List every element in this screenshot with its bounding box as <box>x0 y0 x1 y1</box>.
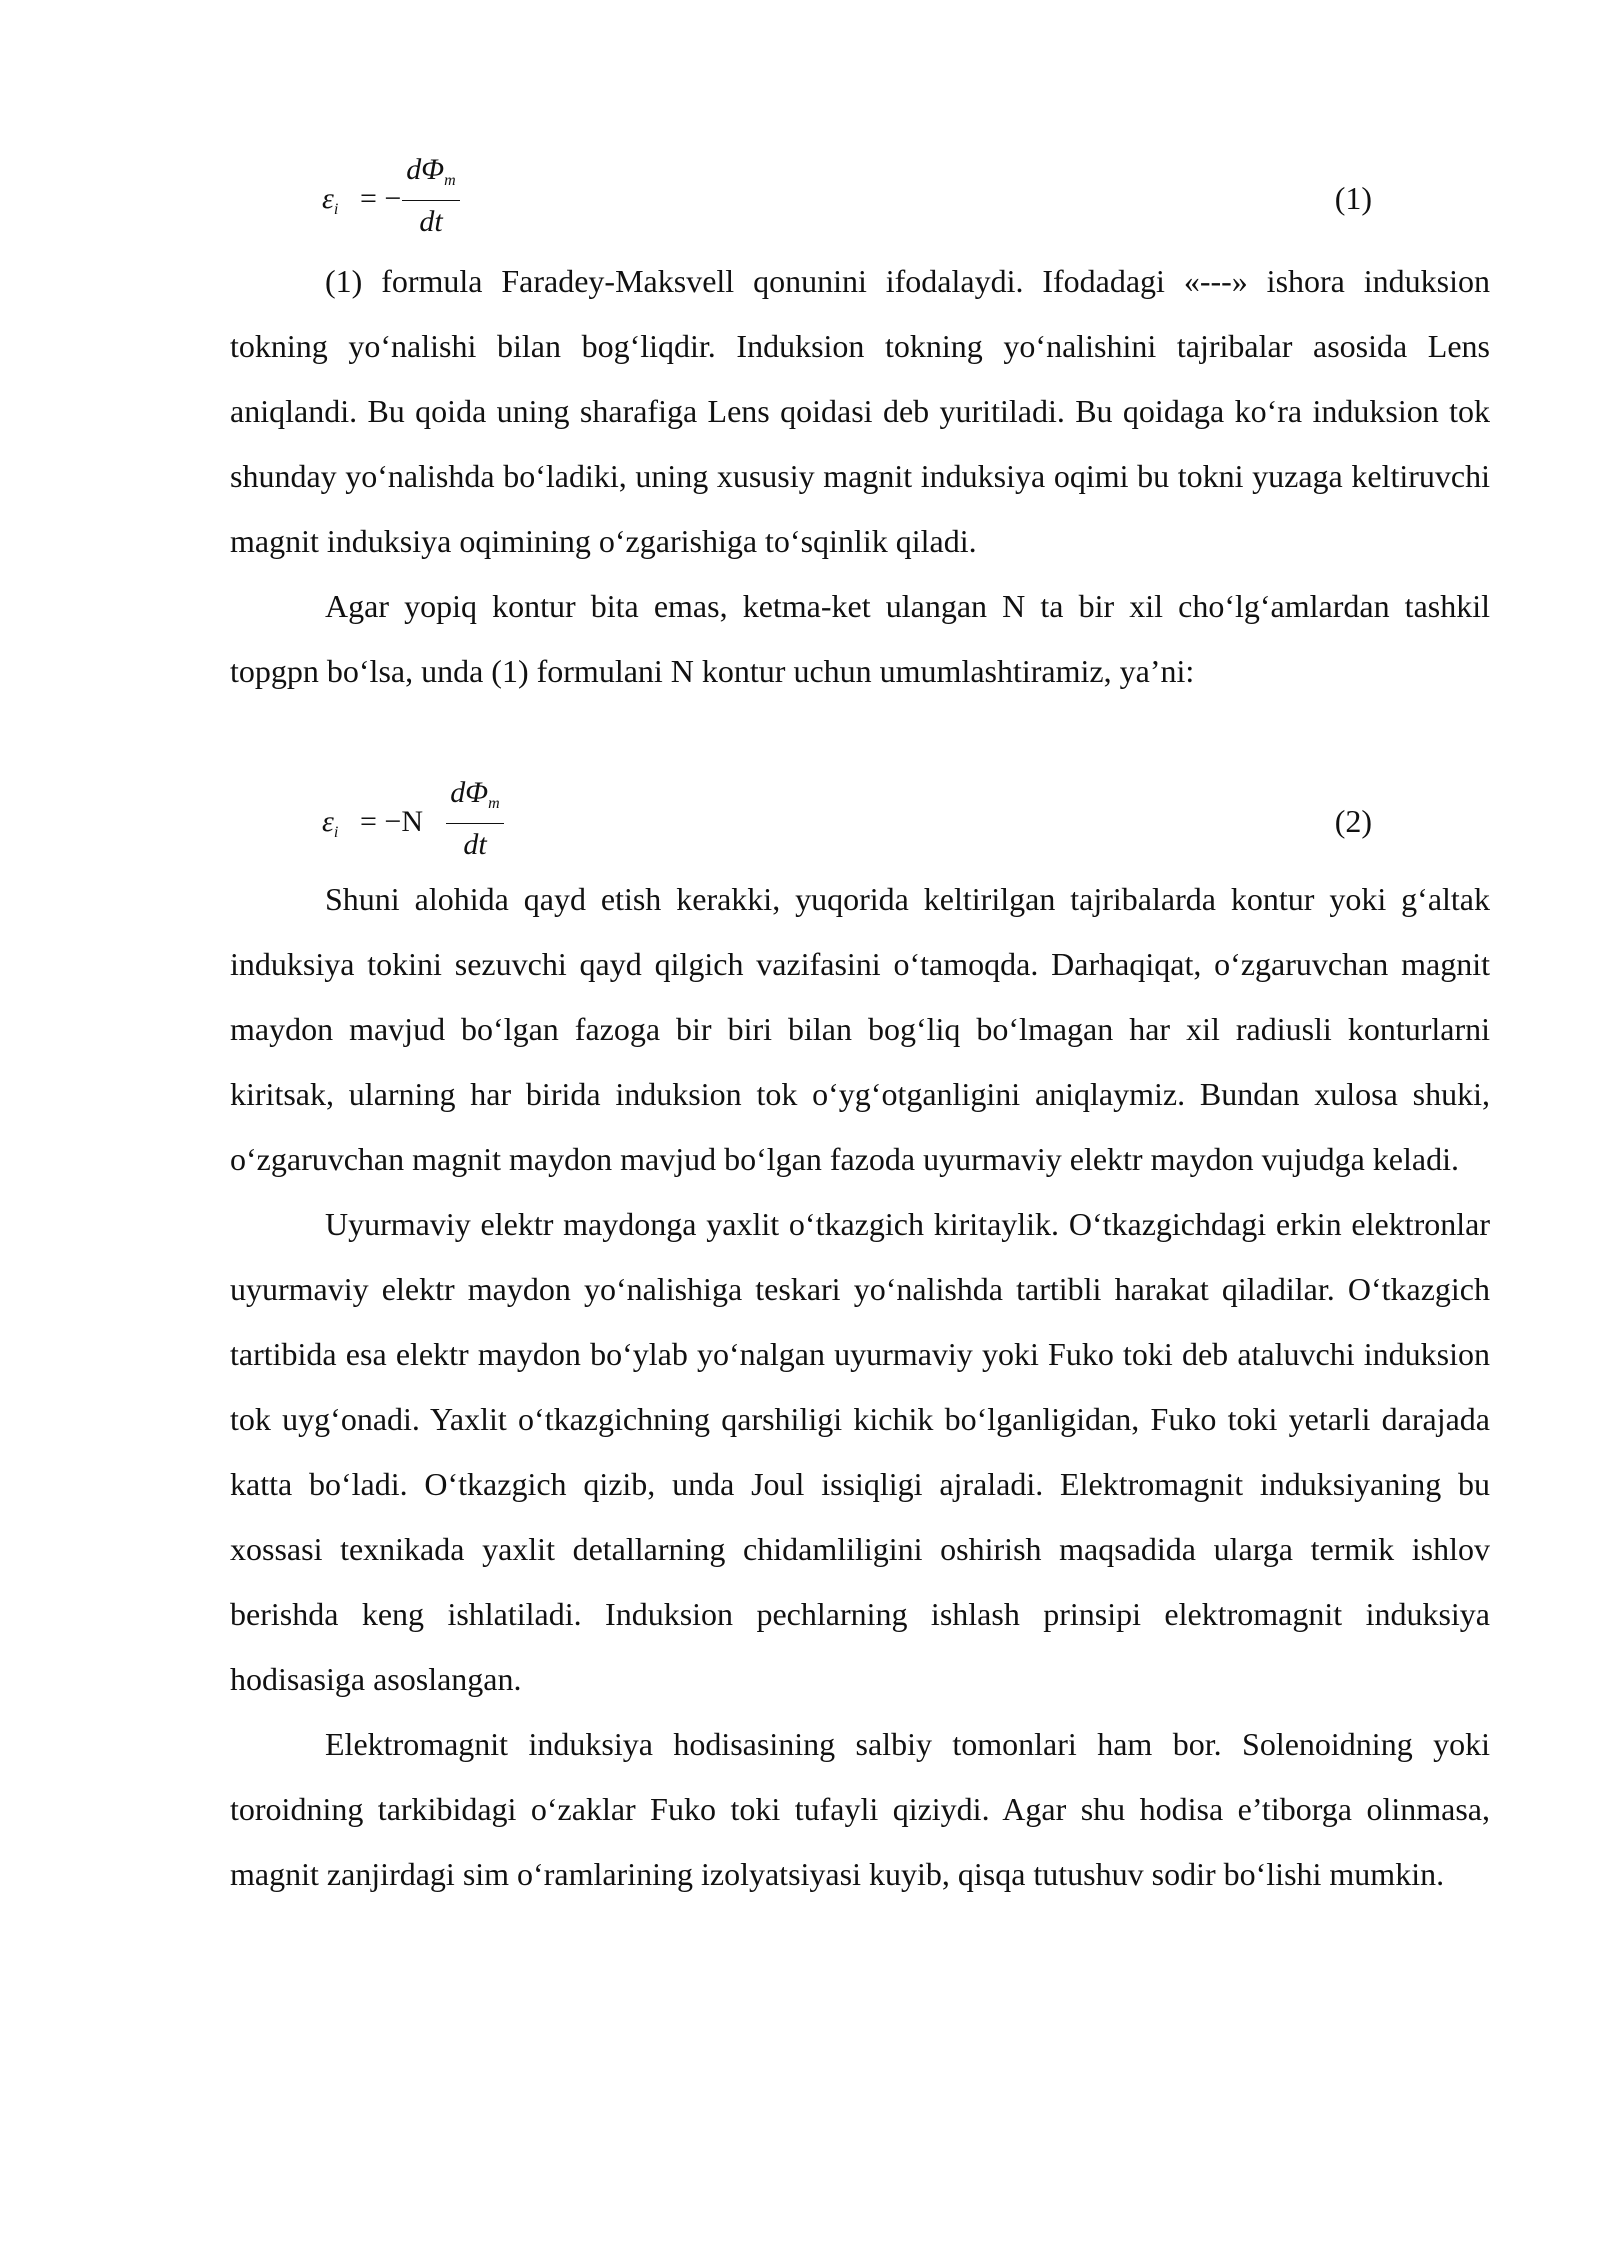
fraction-numerator: $d\Phi_m$ <box>406 153 456 189</box>
fraction-numerator: $d\Phi_m$ <box>450 776 500 812</box>
fraction-bar <box>446 823 504 824</box>
formula-n-turns <box>322 775 1372 875</box>
flux-subscript: m <box>488 795 500 812</box>
equation-number: (2) <box>1334 803 1372 839</box>
equals-minus-n-operator: = −N <box>360 805 424 838</box>
emf-subscript: i <box>333 201 339 218</box>
paragraph: Uyurmaviy elektr maydonga yaxlit o‘tkazgich kiritaylik. O‘tkazgichdagi erkin elektronlar uyurmaviy elektr maydon yo‘nalishiga teskari yo‘nalishda tartibli harakat qiladilar. O‘tkazgich tartibida esa elektr maydon bo‘ylab yo‘nalgan uyurmaviy yoki Fuko toki deb ataluvchi induksion tok uyg‘onadi. Yaxlit o‘tkazgichning qarshiligi kichik bo‘lganligidan, Fuko toki yetarli darajada katta bo‘ladi. O‘tkazgich qizib, unda Joul issiqligi ajraladi. Elektromagnit induksiyaning bu xossasi texnikada yaxlit detallarning chidamliligini oshirish maqsadida ularga termik ishlov berishda keng ishlatiladi. Induksion pechlarning ishlash prinsipi elektromagnit induksiya hodisasiga asoslangan. <box>230 1206 1490 1697</box>
fraction <box>402 152 460 240</box>
paragraph: (1) formula Faradey-Maksvell qonunini ifodalaydi. Ifodadagi «---» ishora induksion tokning yo‘nalishi bilan bog‘liqdir. Induksion tokning yo‘nalishini tajribalar asosida Lens aniqlandi. Bu qoida uning sharafiga Lens qoidasi deb yuritiladi. Bu qoidaga ko‘ra induksion tok shunday yo‘nalishda bo‘ladiki, uning xususiy magnit induksiya oqimi bu tokni yuzaga keltiruvchi magnit induksiya oqimining o‘zgarishiga to‘sqinlik qiladi. <box>230 263 1490 559</box>
formula-faraday-maxwell <box>322 152 1372 252</box>
fraction <box>446 775 504 863</box>
emf-symbol: $\varepsilon_i$ <box>322 805 339 841</box>
flux-subscript: m <box>444 172 456 189</box>
text-block-bottom <box>230 867 1490 1907</box>
fraction-bar <box>402 200 460 201</box>
emf-subscript: i <box>333 824 339 841</box>
equation-number: (1) <box>1334 180 1372 216</box>
text-block-top <box>230 249 1490 704</box>
equals-minus-operator: = − <box>360 182 402 215</box>
fraction-denominator: dt <box>419 205 443 238</box>
paragraph: Agar yopiq kontur bita emas, ketma-ket ulangan N ta bir xil cho‘lg‘amlardan tashkil topgpn bo‘lsa, unda (1) formulani N kontur uchun umumlashtiramiz, ya’ni: <box>230 588 1490 689</box>
paragraph: Shuni alohida qayd etish kerakki, yuqorida keltirilgan tajribalarda kontur yoki g‘altak induksiya tokini sezuvchi qayd qilgich vazifasini o‘tamoqda. Darhaqiqat, o‘zgaruvchan magnit maydon mavjud bo‘lgan fazoga bir biri bilan bog‘liq bo‘lmagan har xil radiusli konturlarni kiritsak, ularning har birida induksion tok o‘yg‘otganligini aniqlaymiz. Bundan xulosa shuki, o‘zgaruvchan magnit maydon mavjud bo‘lgan fazoda uyurmaviy elektr maydon vujudga keladi. <box>230 881 1490 1177</box>
emf-symbol: $\varepsilon_i$ <box>322 182 339 218</box>
paragraph: Elektromagnit induksiya hodisasining salbiy tomonlari ham bor. Solenoidning yoki toroidning tarkibidagi o‘zaklar Fuko toki tufayli qiziydi. Agar shu hodisa e’tiborga olinmasa, magnit zanjirdagi sim o‘ramlarining izolyatsiyasi kuyib, qisqa tutushuv sodir bo‘lishi mumkin. <box>230 1726 1490 1892</box>
fraction-denominator: dt <box>463 828 487 861</box>
